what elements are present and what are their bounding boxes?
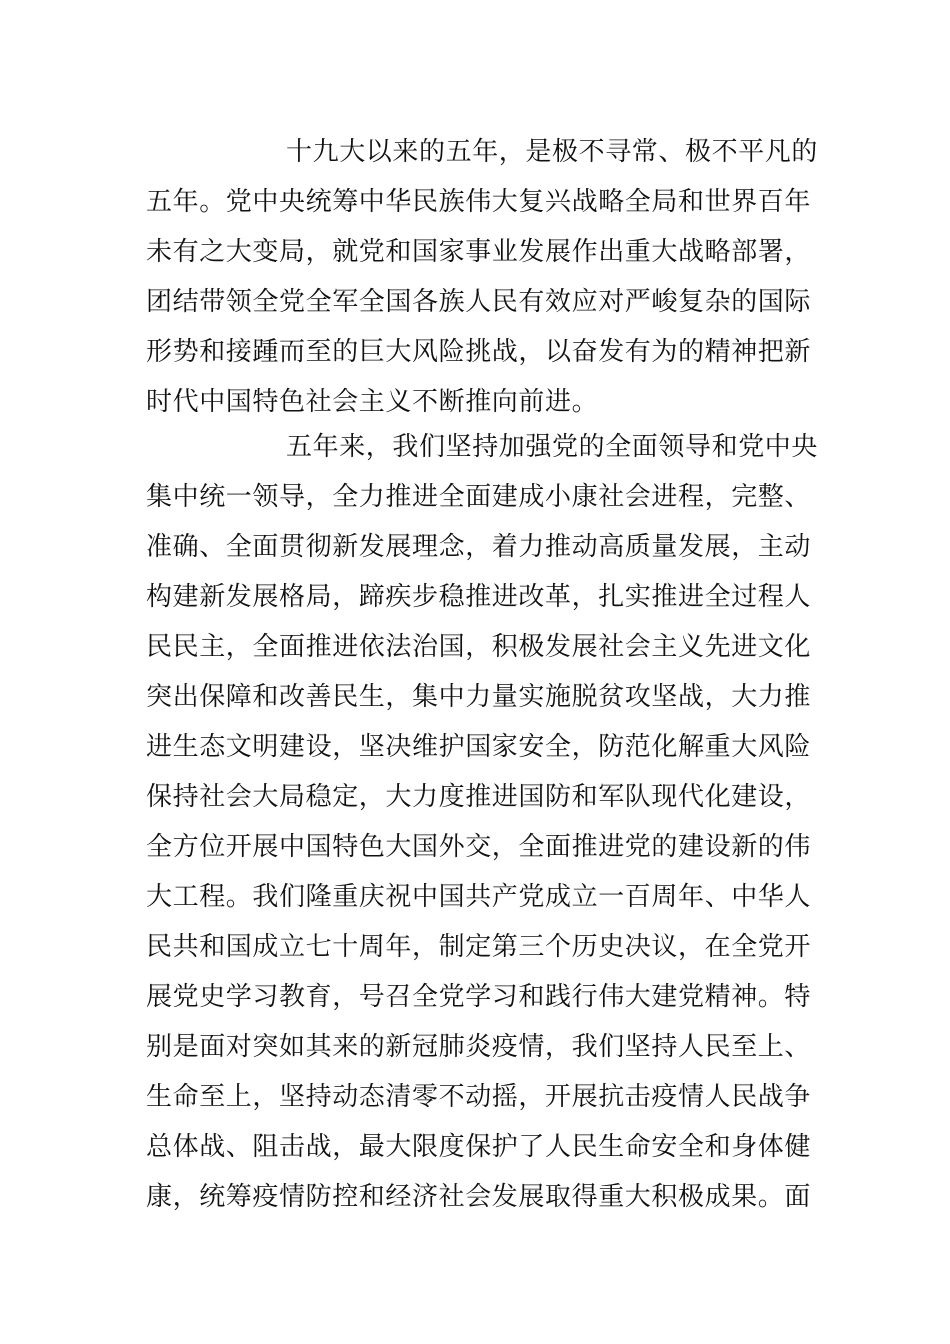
paragraph-2-line-13: 别是面对突如其来的新冠肺炎疫情，我们坚持人民至上、	[146, 1032, 812, 1062]
paragraph-1-line-4: 团结带领全党全军全国各族人民有效应对严峻复杂的国际	[146, 287, 812, 317]
paragraph-2-line-10: 大工程。我们隆重庆祝中国共产党成立一百周年、中华人	[146, 882, 812, 912]
paragraph-2-line-15: 总体战、阻击战，最大限度保护了人民生命安全和身体健	[146, 1132, 812, 1162]
paragraph-1-line-1: 十九大以来的五年，是极不寻常、极不平凡的	[286, 137, 819, 167]
paragraph-2-line-5: 民民主，全面推进依法治国，积极发展社会主义先进文化	[146, 632, 812, 662]
paragraph-1-line-2: 五年。党中央统筹中华民族伟大复兴战略全局和世界百年	[146, 187, 812, 217]
paragraph-2-line-8: 保持社会大局稳定，大力度推进国防和军队现代化建设，	[146, 782, 812, 812]
paragraph-2-line-16: 康，统筹疫情防控和经济社会发展取得重大积极成果。面	[146, 1182, 812, 1212]
paragraph-1-line-6: 时代中国特色社会主义不断推向前进。	[146, 387, 599, 417]
paragraph-2-line-6: 突出保障和改善民生，集中力量实施脱贫攻坚战，大力推	[146, 682, 812, 712]
paragraph-1-line-5: 形势和接踵而至的巨大风险挑战，以奋发有为的精神把新	[146, 337, 812, 367]
paragraph-1-line-3: 未有之大变局，就党和国家事业发展作出重大战略部署，	[146, 237, 812, 267]
paragraph-2-line-1: 五年来，我们坚持加强党的全面领导和党中央	[286, 432, 819, 462]
paragraph-2-line-9: 全方位开展中国特色大国外交，全面推进党的建设新的伟	[146, 832, 812, 862]
paragraph-2-line-12: 展党史学习教育，号召全党学习和践行伟大建党精神。特	[146, 982, 812, 1012]
paragraph-2-line-14: 生命至上，坚持动态清零不动摇，开展抗击疫情人民战争	[146, 1082, 812, 1112]
paragraph-2-line-3: 准确、全面贯彻新发展理念，着力推动高质量发展，主动	[146, 532, 812, 562]
paragraph-2-line-11: 民共和国成立七十周年，制定第三个历史决议，在全党开	[146, 932, 812, 962]
paragraph-2-line-7: 进生态文明建设，坚决维护国家安全，防范化解重大风险	[146, 732, 812, 762]
paragraph-2-line-4: 构建新发展格局，蹄疾步稳推进改革，扎实推进全过程人	[146, 582, 812, 612]
paragraph-2-line-2: 集中统一领导，全力推进全面建成小康社会进程，完整、	[146, 482, 812, 512]
